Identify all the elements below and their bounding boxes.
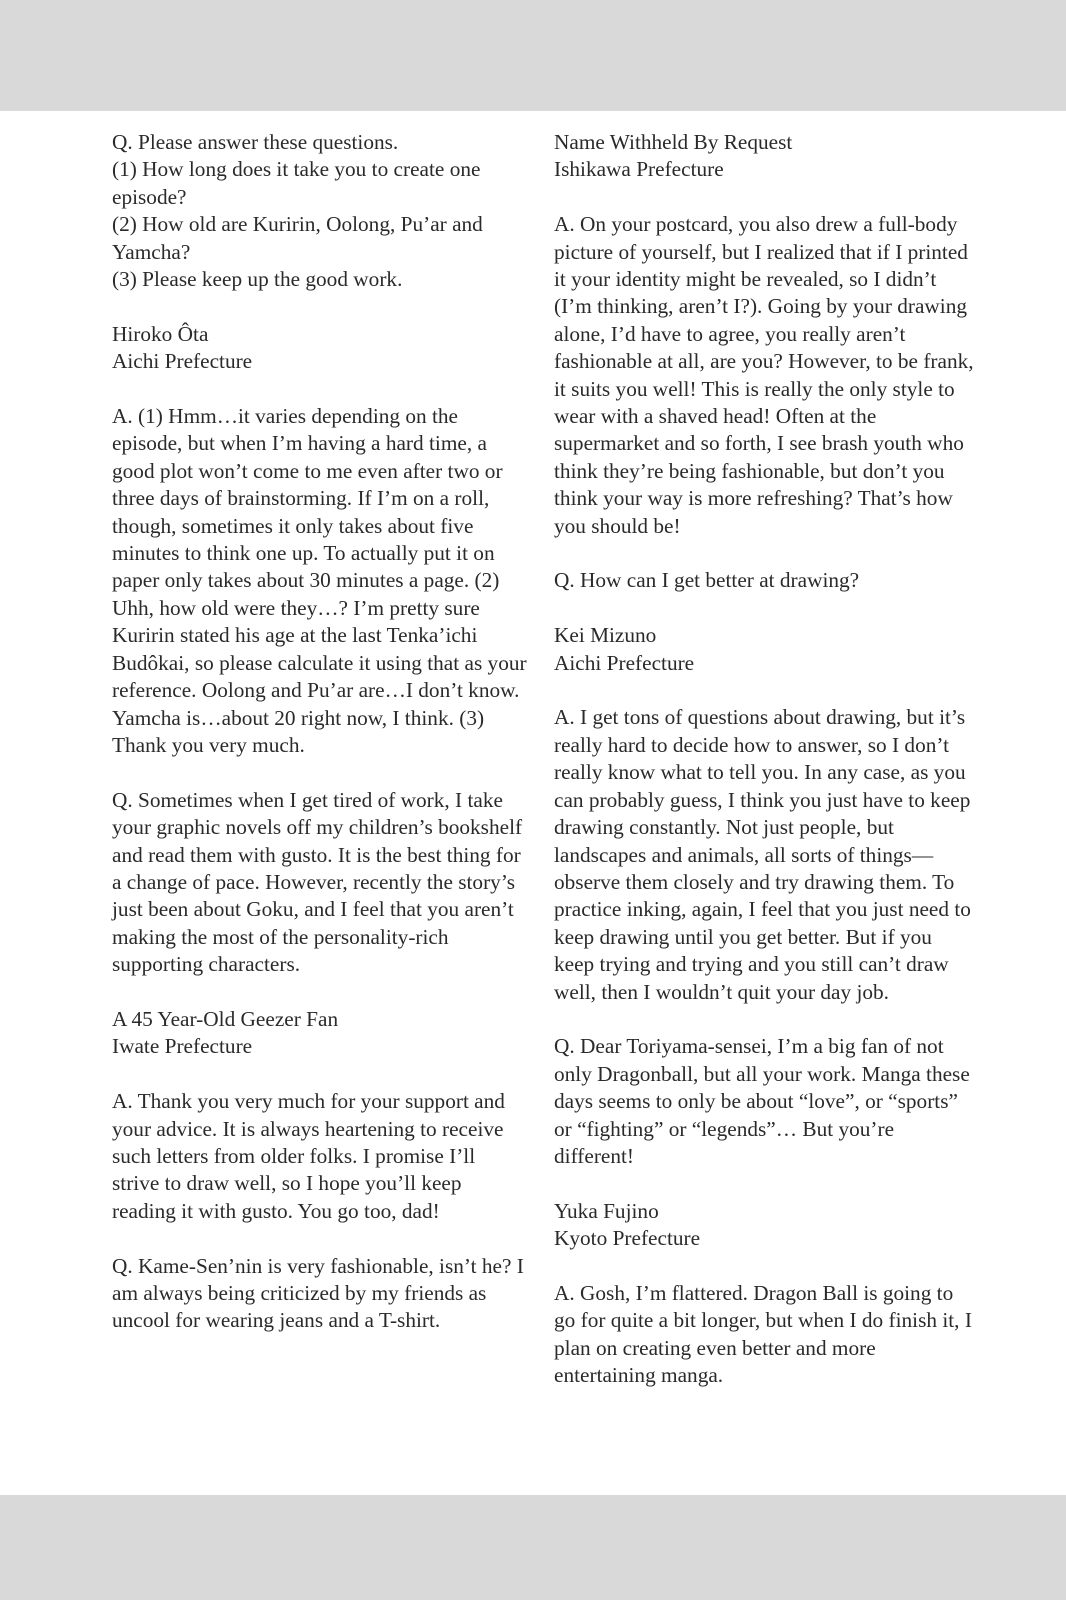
question-4: Q. How can I get better at drawing? <box>554 568 860 593</box>
question-1: Q. Please answer these questions. (1) How long does it take you to create one episode? (2) How old are Kuririn, Oolong, Pu’ar and Yamcha? (3) Please keep up the good work. <box>112 130 483 292</box>
signature-3: Name Withheld By Request Ishikawa Prefecture <box>554 130 793 182</box>
answer-5: A. Gosh, I’m flattered. Dragon Ball is going to go for quite a bit longer, but when I do finish it, I plan on creating even better and more entertaining manga. <box>554 1280 972 1388</box>
answer-2: A. Thank you very much for your support and your advice. It is always heartening to receive such letters from older folks. I promise I’ll strive to draw well, so I hope you’ll keep reading it with gusto. You go too, dad! <box>112 1089 505 1223</box>
question-3: Q. Kame-Sen’nin is very fashionable, isn’t he? I am always being criticized by my friends as uncool for wearing jeans and a T-shirt. <box>112 1253 524 1333</box>
page <box>0 111 1066 1495</box>
signature-5: Yuka Fujino Kyoto Prefecture <box>554 1198 701 1251</box>
answer-4: A. I get tons of questions about drawing, but it’s really hard to decide how to answer, so I don’t really know what to tell you. In any case, as you can probably guess, I think you just have to keep drawing constantly. Not just people, but landscapes and animals, all sorts of things—observe them closely and try drawing them. To practice inking, again, I feel that you just need to keep drawing until you get better. But if you keep trying and trying and you still can’t draw well, then I wouldn’t quit your day job. <box>554 705 971 1004</box>
signature-1: Hiroko Ôta Aichi Prefecture <box>112 321 253 374</box>
question-5: Q. Dear Toriyama-sensei, I’m a big fan of not only Dragonball, but all your work. Manga these days seems to only be about “love”, or “sports” or “fighting” or “legends”… But you’re different! <box>554 1034 970 1168</box>
signature-4: Kei Mizuno Aichi Prefecture <box>554 623 695 675</box>
answer-1: A. (1) Hmm…it varies depending on the episode, but when I’m having a hard time, a good plot won’t come to me even after two or three days of brainstorming. If I’m on a roll, though, sometimes it only takes about five minutes to think one up. To actually put it on paper only takes about 30 minutes a page. (2) Uhh, how old were they…? I’m pretty sure Kuririn stated his age at the last Tenka’ichi Budôkai, so please calculate it using that as your reference. Oolong and Pu’ar are…I don’t know. Yamcha is…about 20 right now, I think. (3) Thank you very much. <box>112 404 527 757</box>
left-column <box>112 129 527 1335</box>
right-column <box>554 129 974 1390</box>
question-2: Q. Sometimes when I get tired of work, I take your graphic novels off my children’s bookshelf and read them with gusto. It is the best thing for a change of pace. However, recently the story’s just been about Goku, and I feel that you aren’t making the most of the personality-rich supporting characters. <box>112 787 523 977</box>
answer-3: A. On your postcard, you also drew a full-body picture of yourself, but I realized that if I printed it your identity might be revealed, so I didn’t (I’m thinking, aren’t I?). Going by your drawing alone, I’d have to agree, you really aren’t fashionable at all, are you? However, to be frank, it suits you well! This is really the only style to wear with a shaved head! Often at the supermarket and so forth, I see brash youth who think they’re being fashionable, but don’t you think your way is more refreshing? That’s how you should be! <box>554 212 974 538</box>
signature-2: A 45 Year-Old Geezer Fan Iwate Prefecture <box>112 1006 339 1059</box>
